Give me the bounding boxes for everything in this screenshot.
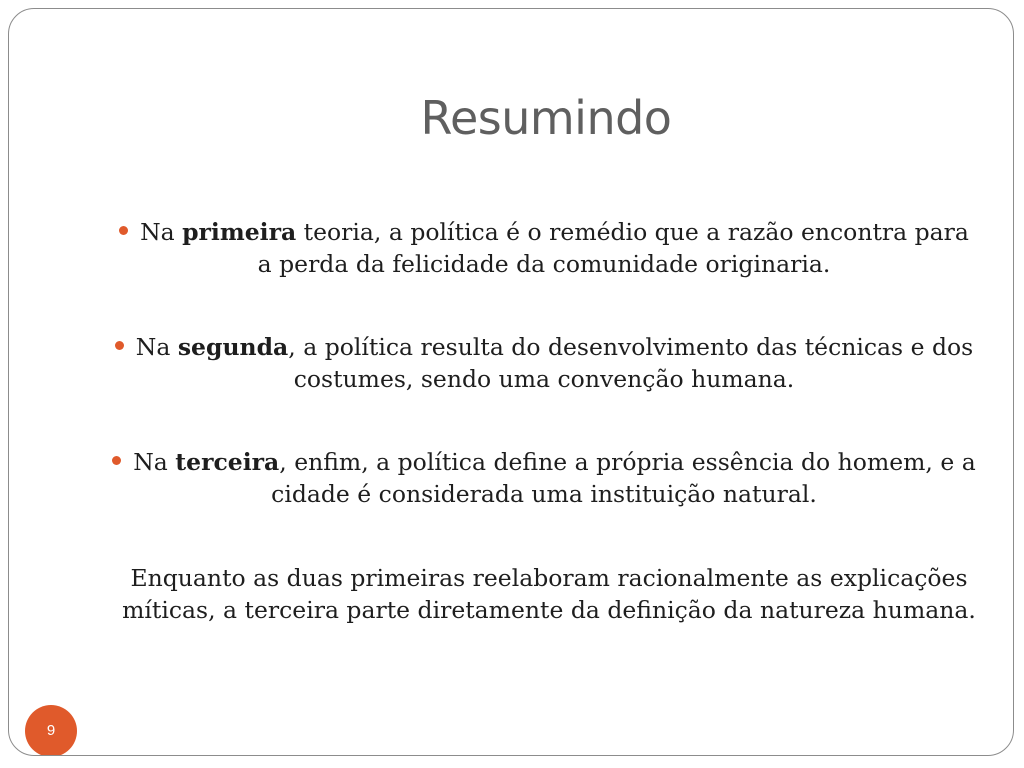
bullet-text: teoria, a política é o remédio que a razão encontra para a perda da felicidade da comunidade originaria. [257, 218, 969, 278]
bullet-keyword: segunda [177, 333, 289, 361]
bullet-keyword: primeira [182, 218, 297, 246]
bullet-text: , enfim, a política define a própria essência do homem, e a cidade é considerada uma instituição natural. [271, 448, 976, 508]
bullet-keyword: terceira [175, 448, 280, 476]
bullet-text: , a política resulta do desenvolvimento das técnicas e dos costumes, sendo uma convenção humana. [288, 333, 974, 393]
page-number-badge: 9 [25, 705, 77, 756]
summary-paragraph: Enquanto as duas primeiras reelaboram racionalmente as explicações míticas, a terceira parte diretamente da definição da natureza humana. [122, 564, 976, 624]
bullet-prefix: Na [140, 218, 183, 246]
bullet-item [109, 331, 979, 395]
bullet-prefix: Na [135, 333, 178, 361]
bullet-dot-icon [119, 226, 128, 235]
bullet-dot-icon [112, 456, 121, 465]
bullet-dot-icon [115, 341, 124, 350]
slide-title: Resumindo [420, 91, 672, 145]
bullet-prefix: Na [133, 448, 176, 476]
slide [8, 8, 1014, 756]
bullet-item [109, 446, 979, 510]
bullet-item [109, 216, 979, 280]
